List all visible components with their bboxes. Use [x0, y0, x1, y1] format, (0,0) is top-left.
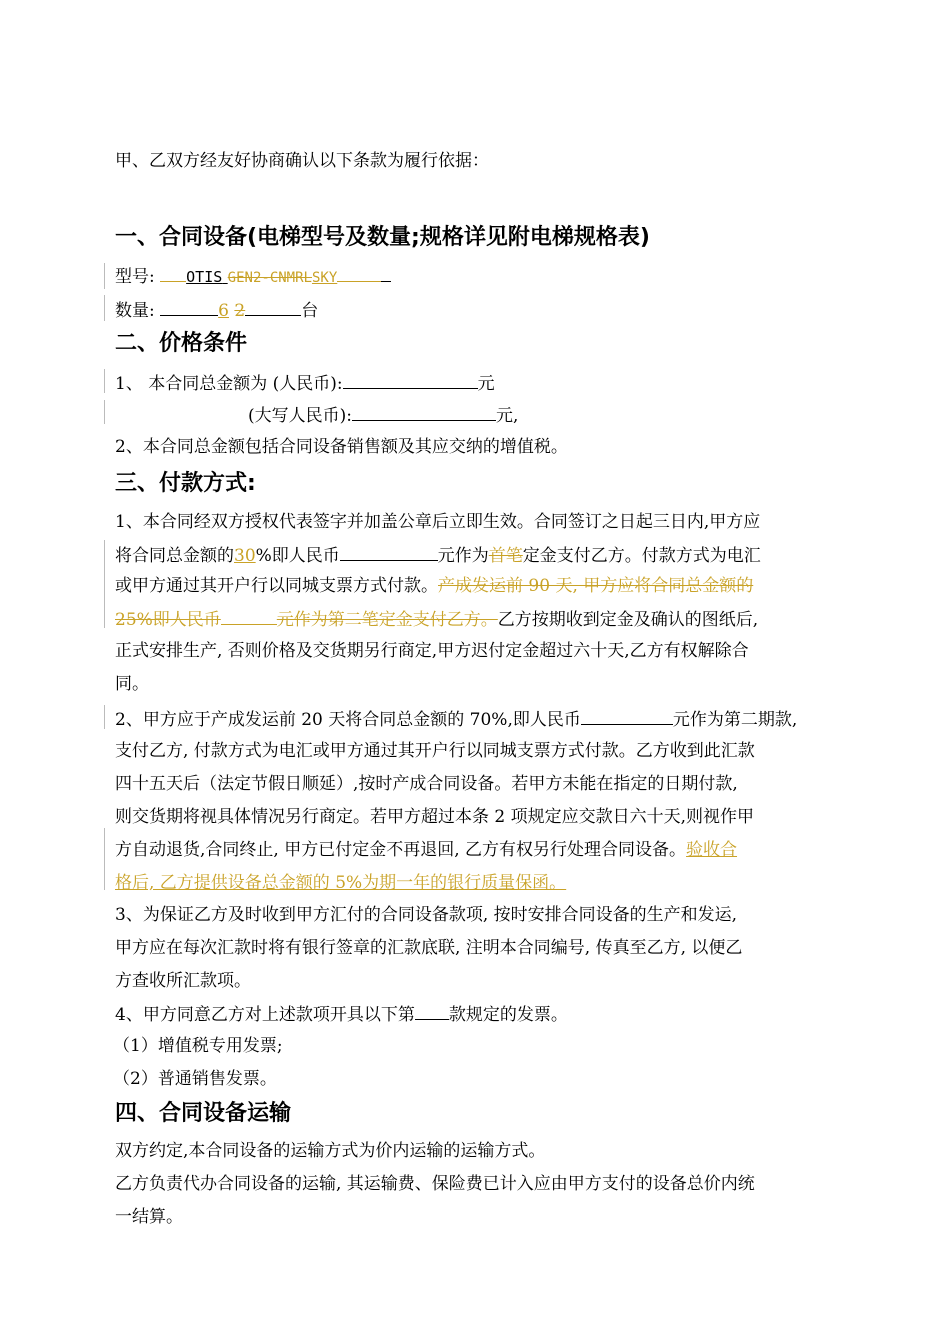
total-amount-line: 1、 本合同总金额为 (人民币): 元: [115, 371, 495, 395]
section-2-title: 二、价格条件: [115, 331, 248, 356]
section-1-title: 一、合同设备(电梯型号及数量;规格详见附电梯规格表): [115, 225, 650, 250]
quantity-inserted: 6: [218, 301, 229, 321]
model-label: 型号:: [115, 267, 155, 287]
section-4-title: 四、合同设备运输: [115, 1101, 292, 1126]
document-page: 甲、乙双方经友好协商确认以下条款为履行依据： 一、合同设备(电梯型号及数量;规格详见附电梯规格表) 型号: OTIS GEN2-CNMRLSKY 数量: 6 2 台 二、价格条件 1、 本合同总金额为 (人民币): 元 (大写人民币): 元, 2、本合同总金额包括合同设备销售额及其应交纳的增值税。 三、付款方式: 1、本合同经双方授权代表签字并加盖公章后立即生效。合同签订之日起三日内,甲方应 将合同总金额的30%即人民币 元作为首笔定金支付乙方。付款方式为电汇 或甲方通过其开户行以同城支票方式付款。产成发运前 90 天, 甲方应将合同总金额的 25%即人民币 元作为第二笔定金支付乙方。乙方按期收到定金及确认的图纸后, 正式安排生产, 否则价格及交货期另行商定,甲方迟付定金超过六十天,乙方有权解除合 同。 2、甲方应于产成发运前 20 天将合同总金额的 70%,即人民币 元作为第二期款, 支付乙方, 付款方式为电汇或甲方通过其开户行以同城支票方式付款。乙方收到此汇款 四十五天后（法定节假日顺延）,按时产成合同设备。若甲方未能在指定的日期付款, 则交货期将视具体情况另行商定。若甲方超过本条 2 项规定应交款日六十天,则视作甲 方自动退货,合同终止, 甲方已付定金不再退回, 乙方有权另行处理合同设备。验收合 格后, 乙方提供设备总金额的 5%为期一年的银行质量保函。 3、为保证乙方及时收到甲方汇付的合同设备款项, 按时安排合同设备的生产和发运, 甲方应在每次汇款时将有银行签章的汇款底联, 注明本合同编号, 传真至乙方, 以便乙 方查收所汇款项。 4、甲方同意乙方对上述款项开具以下第 款规定的发票。 （1）增值税专用发票; （2）普通销售发票。 四、合同设备运输 双方约定,本合同设备的运输方式为价内运输的运输方式。 乙方负责代办合同设备的运输, 其运输费、保险费已计入应由甲方支付的设备总价内统 一结算。: [0, 0, 950, 1344]
invoice-option-2: （2）普通销售发票。: [113, 1069, 277, 1089]
model-inserted: SKY: [311, 270, 338, 286]
model-value: OTIS: [186, 268, 223, 286]
revision-bar: [104, 540, 105, 628]
total-amount-blank: [343, 371, 478, 389]
revision-bar: [104, 295, 105, 321]
invoice-line: 4、甲方同意乙方对上述款项开具以下第 款规定的发票。: [115, 1002, 568, 1026]
revision-bar: [104, 369, 105, 393]
total-amount-words-line: (大写人民币): 元,: [248, 403, 518, 427]
total-amount-words-blank: [352, 403, 496, 421]
model-blank: [160, 264, 186, 282]
quantity-label: 数量:: [115, 301, 155, 321]
intro-text: 甲、乙双方经友好协商确认以下条款为履行依据：: [115, 151, 489, 171]
quantity-deleted: 2: [234, 301, 246, 321]
revision-bar: [104, 828, 105, 890]
revision-bar: [104, 263, 105, 289]
model-deleted: GEN2-CNMRL: [227, 270, 312, 286]
revision-bar: [104, 705, 105, 729]
model-line: [115, 264, 391, 289]
invoice-type-blank: [415, 1002, 449, 1020]
revision-bar: [104, 400, 105, 424]
invoice-option-1: （1）增值税专用发票;: [113, 1036, 283, 1056]
price-note: 2、本合同总金额包括合同设备销售额及其应交纳的增值税。: [115, 437, 568, 457]
quantity-unit: 台: [301, 301, 319, 321]
section-3-title: 三、付款方式:: [115, 471, 256, 496]
quantity-line: [115, 298, 318, 322]
